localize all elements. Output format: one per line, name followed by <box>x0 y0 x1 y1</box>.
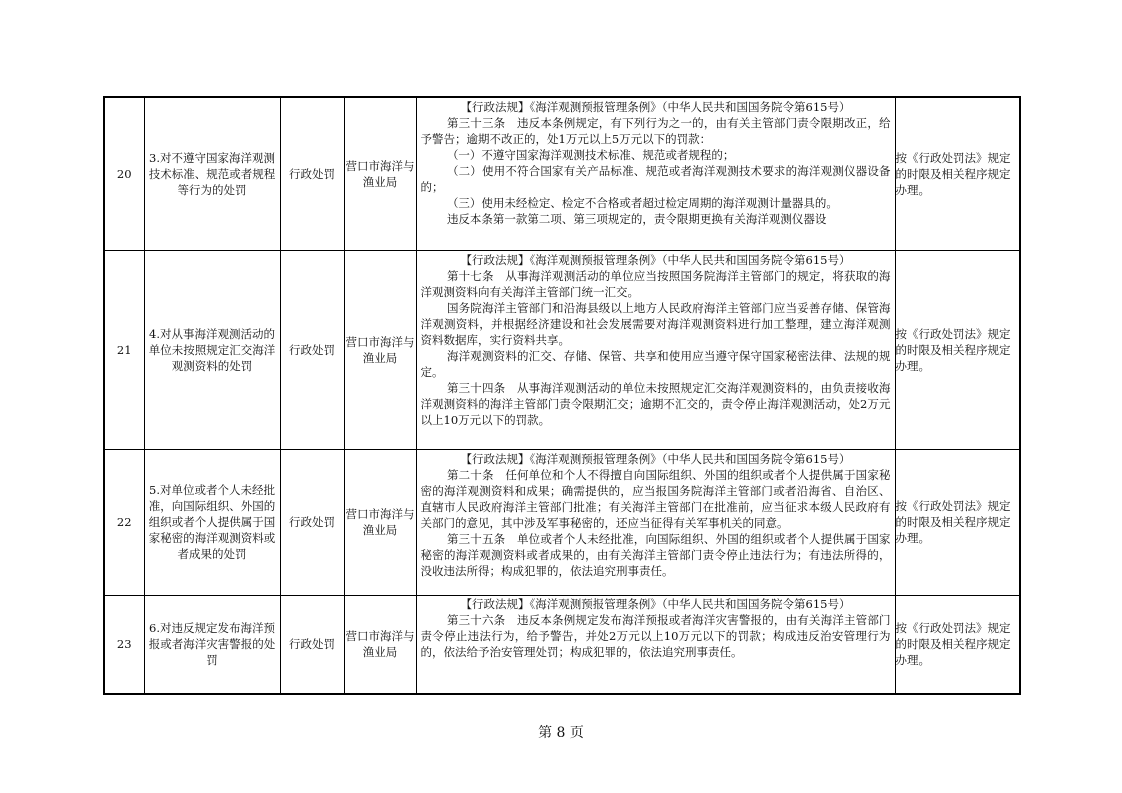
row-number: 20 <box>104 97 144 250</box>
procedure: 按《行政处罚法》规定的时限及相关程序规定办理。 <box>895 250 1020 449</box>
basis-paragraph: 第三十三条 违反本条例规定，有下列行为之一的，由有关主管部门责令限期改正，给予警告；逾期不改正的，处1万元以上5万元以下的罚款： <box>420 115 891 146</box>
basis-title: 【行政法规】《海洋观测预报管理条例》（中华人民共和国国务院令第615号） <box>460 451 851 466</box>
procedure: 按《行政处罚法》规定的时限及相关程序规定办理。 <box>895 449 1020 595</box>
row-number: 22 <box>104 449 144 595</box>
basis-paragraph: 第三十四条 从事海洋观测活动的单位未按照规定汇交海洋观测资料的，由负责接收海洋观测资料的海洋主管部门责令限期汇交；逾期不汇交的，责令停止海洋观测活动，处2万元以上10万元以下的罚款。 <box>420 380 891 427</box>
penalty-table <box>103 96 1021 695</box>
legal-basis <box>416 595 895 694</box>
row-number: 23 <box>104 595 144 694</box>
penalty-type: 行政处罚 <box>280 449 344 595</box>
table-row <box>104 250 1020 449</box>
table-row <box>104 97 1020 250</box>
enforcing-agency: 营口市海洋与渔业局 <box>344 250 416 449</box>
penalty-type: 行政处罚 <box>280 97 344 250</box>
basis-paragraph: 国务院海洋主管部门和沿海县级以上地方人民政府海洋主管部门应当妥善存储、保管海洋观测资料，并根据经济建设和社会发展需要对海洋观测资料进行加工整理，建立海洋观测资料数据库，实行资料共享。 <box>420 300 891 347</box>
penalty-item: 6.对违反规定发布海洋预报或者海洋灾害警报的处罚 <box>144 595 280 694</box>
legal-basis-text <box>417 451 895 594</box>
legal-basis <box>416 250 895 449</box>
penalty-item: 3.对不遵守国家海洋观测技术标准、规范或者规程等行为的处罚 <box>144 97 280 250</box>
basis-paragraph: （一）不遵守国家海洋观测技术标准、规范或者规程的； <box>446 147 735 162</box>
basis-paragraph: 第三十六条 违反本条例规定发布海洋预报或者海洋灾害警报的，由有关海洋主管部门责令停止违法行为，给予警告，并处2万元以上10万元以下的罚款；构成违反治安管理行为的，依法给予治安管理处罚；构成犯罪的，依法追究刑事责任。 <box>420 613 891 660</box>
basis-title: 【行政法规】《海洋观测预报管理条例》（中华人民共和国国务院令第615号） <box>460 99 851 114</box>
basis-title: 【行政法规】《海洋观测预报管理条例》（中华人民共和国国务院令第615号） <box>460 252 851 267</box>
penalty-item: 4.对从事海洋观测活动的单位未按照规定汇交海洋观测资料的处罚 <box>144 250 280 449</box>
basis-paragraph: 第三十五条 单位或者个人未经批准，向国际组织、外国的组织或者个人提供属于国家秘密的海洋观测资料或者成果的，由有关海洋主管部门责令停止违法行为；有违法所得的，没收违法所得；构成犯罪的，依法追究刑事责任。 <box>420 531 891 578</box>
procedure: 按《行政处罚法》规定的时限及相关程序规定办理。 <box>895 97 1020 250</box>
basis-paragraph: 违反本条第一款第二项、第三项规定的，责令限期更换有关海洋观测仪器设 <box>446 211 827 226</box>
basis-paragraph: （三）使用未经检定、检定不合格或者超过检定周期的海洋观测计量器具的。 <box>446 195 838 210</box>
basis-paragraph: 第二十条 任何单位和个人不得擅自向国际组织、外国的组织或者个人提供属于国家秘密的海洋观测资料和成果；确需提供的，应当报国务院海洋主管部门或者沿海省、自治区、直辖市人民政府海洋主管部门批准；有关海洋主管部门在批准前，应当征求本级人民政府有关部门的意见，其中涉及军事秘密的，还应当征得有关军事机关的同意。 <box>420 467 891 530</box>
legal-basis-text <box>417 596 895 692</box>
procedure: 按《行政处罚法》规定的时限及相关程序规定办理。 <box>895 595 1020 694</box>
legal-basis <box>416 97 895 250</box>
penalty-item: 5.对单位或者个人未经批准，向国际组织、外国的组织或者个人提供属于国家秘密的海洋观测资料或者成果的处罚 <box>144 449 280 595</box>
basis-paragraph: （二）使用不符合国家有关产品标准、规范或者海洋观测技术要求的海洋观测仪器设备的； <box>420 163 891 194</box>
legal-basis-text <box>417 252 895 448</box>
page-number: 第 8 页 <box>538 725 584 741</box>
row-number: 21 <box>104 250 144 449</box>
legal-basis <box>416 449 895 595</box>
basis-paragraph: 第十七条 从事海洋观测活动的单位应当按照国务院海洋主管部门的规定，将获取的海洋观测资料向有关海洋主管部门统一汇交。 <box>420 268 891 299</box>
enforcing-agency: 营口市海洋与渔业局 <box>344 449 416 595</box>
enforcing-agency: 营口市海洋与渔业局 <box>344 97 416 250</box>
penalty-type: 行政处罚 <box>280 250 344 449</box>
enforcing-agency: 营口市海洋与渔业局 <box>344 595 416 694</box>
legal-basis-text <box>417 99 895 249</box>
penalty-type: 行政处罚 <box>280 595 344 694</box>
basis-paragraph: 海洋观测资料的汇交、存储、保管、共享和使用应当遵守保守国家秘密法律、法规的规定。 <box>420 348 891 379</box>
basis-title: 【行政法规】《海洋观测预报管理条例》（中华人民共和国国务院令第615号） <box>460 597 851 612</box>
table-row <box>104 595 1020 694</box>
table-row <box>104 449 1020 595</box>
